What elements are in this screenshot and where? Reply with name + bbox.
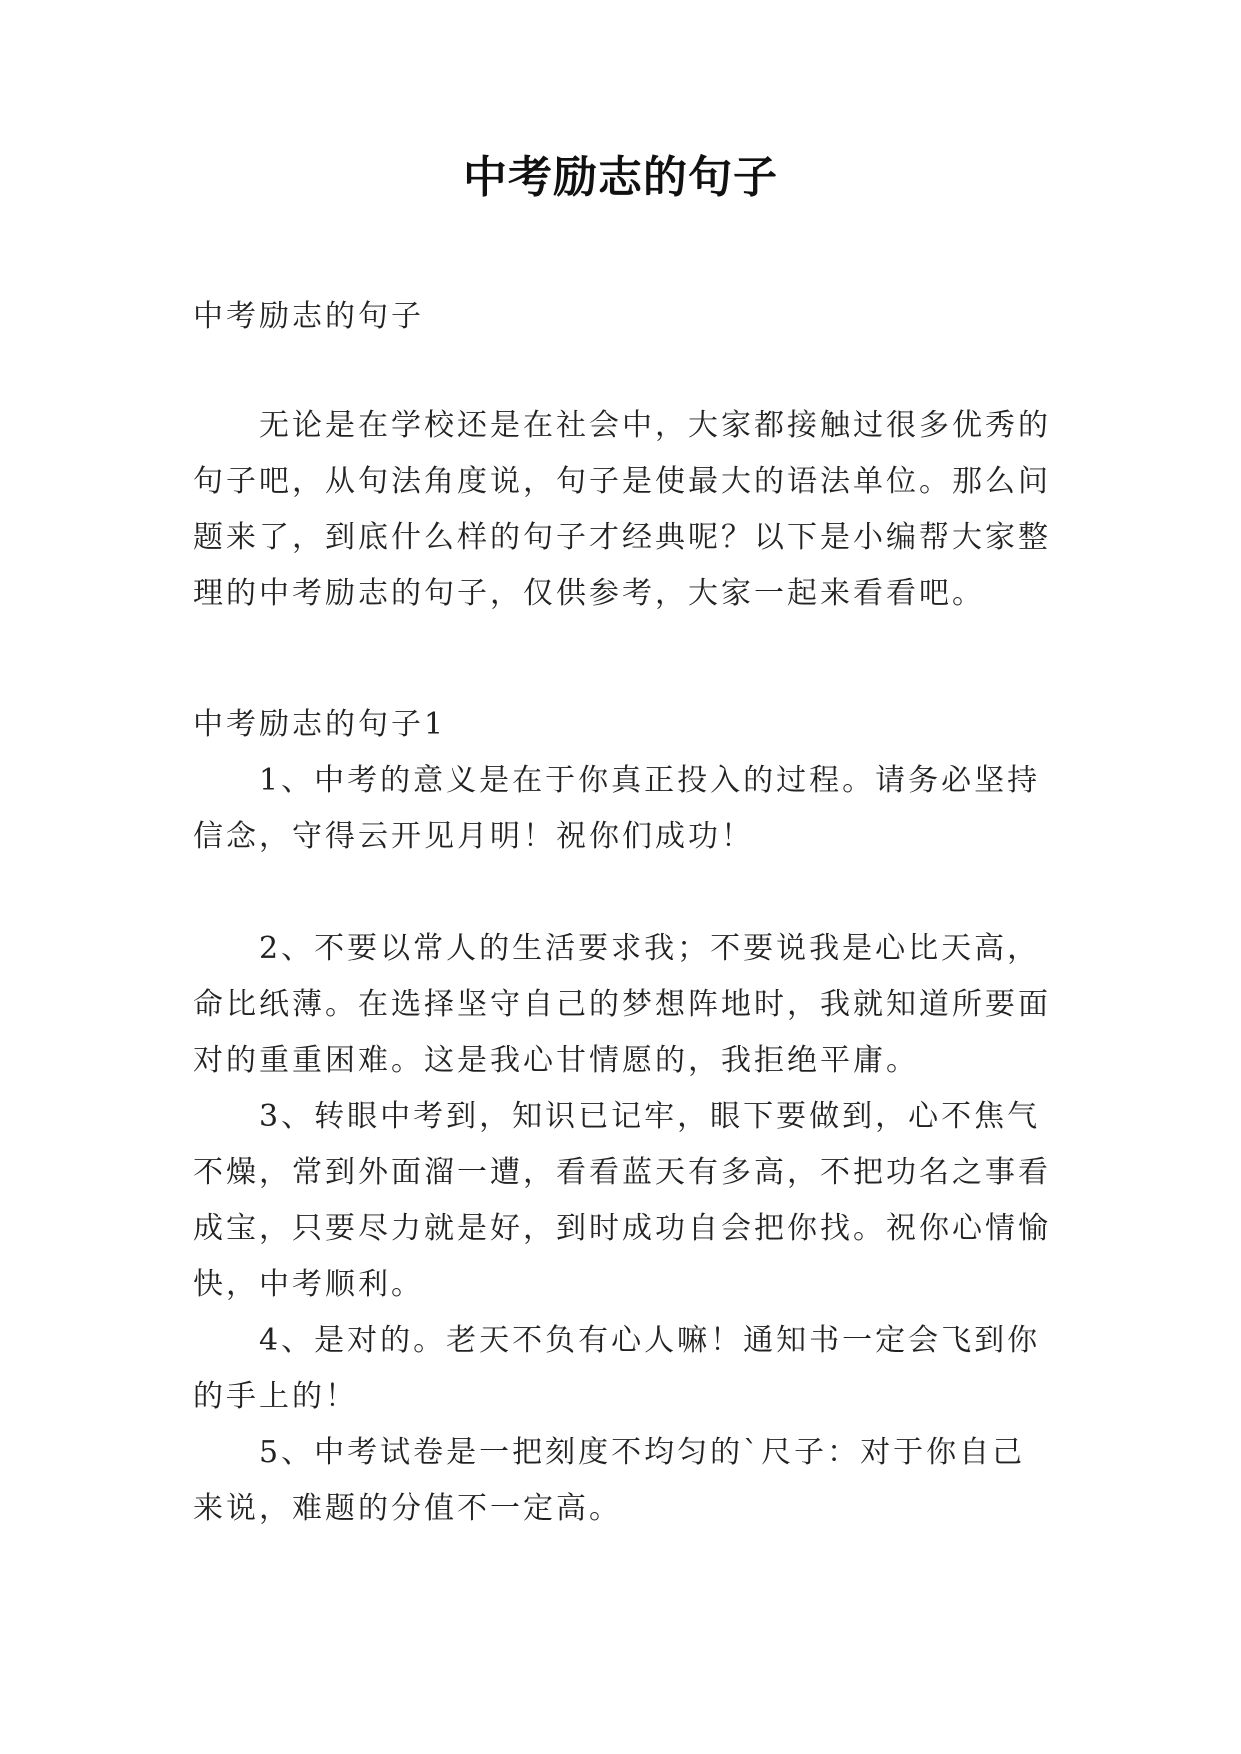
sentence-item-5: 5、中考试卷是一把刻度不均匀的`尺子：对于你自己来说，难题的分值不一定高。 [193,1435,1026,1526]
sentence-item-1: 1、中考的意义是在于你真正投入的过程。请务必坚持信念，守得云开见月明！祝你们成功！ [193,763,1041,854]
section-heading: 中考励志的句子1 [193,707,447,742]
intro-paragraph: 无论是在学校还是在社会中，大家都接触过很多优秀的句子吧，从句法角度说，句子是使最大的语法单位。那么问题来了，到底什么样的句子才经典呢？以下是小编帮大家整理的中考励志的句子，仅供参考，大家一起来看看吧。 [193,408,1051,611]
page-title: 中考励志的句子 [463,152,778,203]
document-subtitle: 中考励志的句子 [193,299,424,334]
sentence-item-3: 3、转眼中考到，知识已记牢，眼下要做到，心不焦气不燥，常到外面溜一遭，看看蓝天有多高，不把功名之事看成宝，只要尽力就是好，到时成功自会把你找。祝你心情愉快，中考顺利。 [193,1099,1051,1302]
sentence-item-4: 4、是对的。老天不负有心人嘛！通知书一定会飞到你的手上的！ [193,1323,1041,1414]
sentence-list [193,753,1055,1537]
sentence-item-2: 2、不要以常人的生活要求我；不要说我是心比天高，命比纸薄。在选择坚守自己的梦想阵地时，我就知道所要面对的重重困难。这是我心甘情愿的，我拒绝平庸。 [193,931,1051,1078]
